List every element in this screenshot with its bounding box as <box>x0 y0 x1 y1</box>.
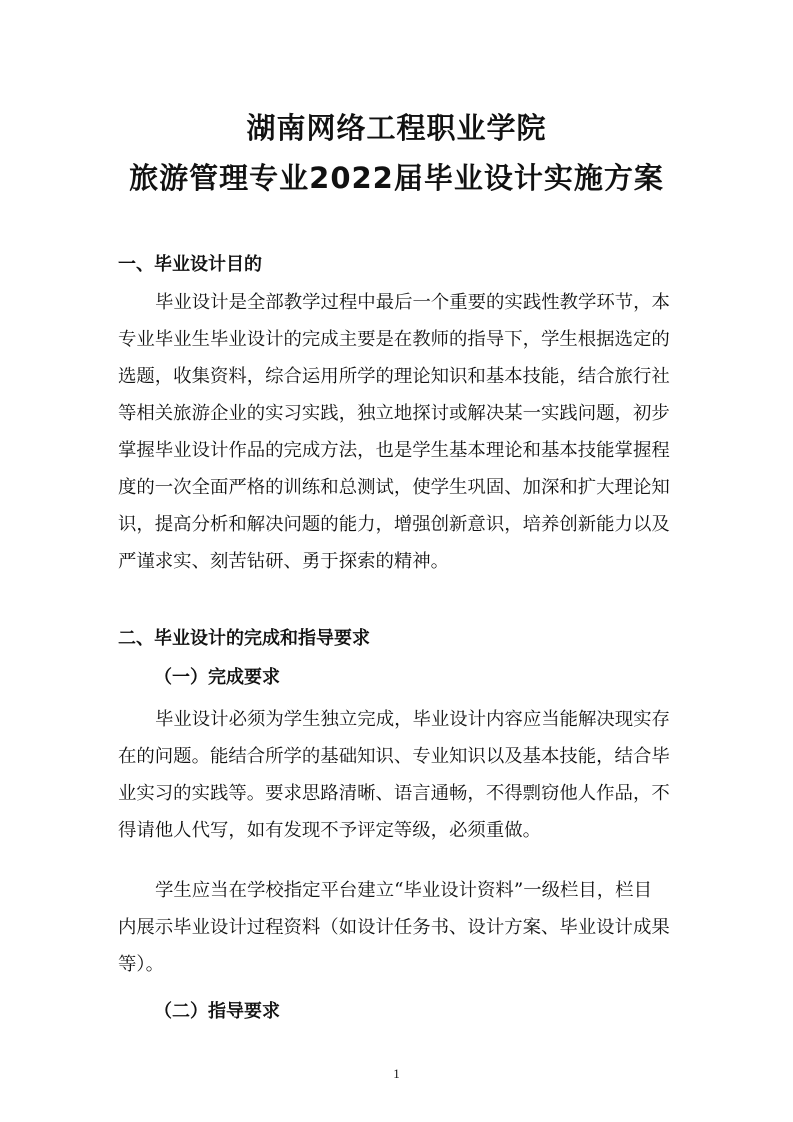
paragraph-line: 度的一次全面严格的训练和总测试，使学生巩固、加深和扩大理论知 <box>118 477 670 498</box>
document-title-plan: 旅游管理专业2022届毕业设计实施方案 <box>129 161 664 195</box>
subsection-1-paragraph-2 <box>118 872 674 983</box>
section-1-paragraph <box>118 284 674 580</box>
paragraph-line: 在的问题。能结合所学的基础知识、专业知识以及基本技能，结合毕 <box>118 746 670 767</box>
paragraph-line: 识，提高分析和解决问题的能力，增强创新意识，培养创新能力以及 <box>118 514 670 535</box>
paragraph-line: 得请他人代写，如有发现不予评定等级，必须重做。 <box>118 820 541 841</box>
subsection-1-heading: （一）完成要求 <box>154 667 280 688</box>
paragraph-line: 严谨求实、刻苦钻研、勇于探索的精神。 <box>118 551 450 572</box>
paragraph-line: 专业毕业生毕业设计的完成主要是在教师的指导下，学生根据选定的 <box>118 329 670 350</box>
section-1-heading: 一、毕业设计目的 <box>118 254 262 275</box>
subsection-1-paragraph-1 <box>118 701 674 849</box>
paragraph-line: 内展示毕业设计过程资料（如设计任务书、设计方案、毕业设计成果 <box>118 917 670 938</box>
paragraph-line: 选题，收集资料，综合运用所学的理论知识和基本技能，结合旅行社 <box>118 366 670 387</box>
section-2-heading: 二、毕业设计的完成和指导要求 <box>118 628 370 649</box>
paragraph-line: 毕业设计必须为学生独立完成，毕业设计内容应当能解决现实存 <box>155 709 670 730</box>
paragraph-line: 等）。 <box>118 954 164 975</box>
paragraph-line: 掌握毕业设计作品的完成方法，也是学生基本理论和基本技能掌握程 <box>118 440 670 461</box>
page-number: 1 <box>393 1066 400 1081</box>
document-title-school: 湖南网络工程职业学院 <box>246 111 547 145</box>
paragraph-line: 学生应当在学校指定平台建立“毕业设计资料”一级栏目，栏目 <box>155 880 652 901</box>
paragraph-line: 业实习的实践等。要求思路清晰、语言通畅，不得剽窃他人作品，不 <box>118 783 670 804</box>
paragraph-line: 等相关旅游企业的实习实践，独立地探讨或解决某一实践问题，初步 <box>118 403 670 424</box>
subsection-2-heading: （二）指导要求 <box>154 1001 280 1022</box>
paragraph-line: 毕业设计是全部教学过程中最后一个重要的实践性教学环节，本 <box>155 292 670 313</box>
